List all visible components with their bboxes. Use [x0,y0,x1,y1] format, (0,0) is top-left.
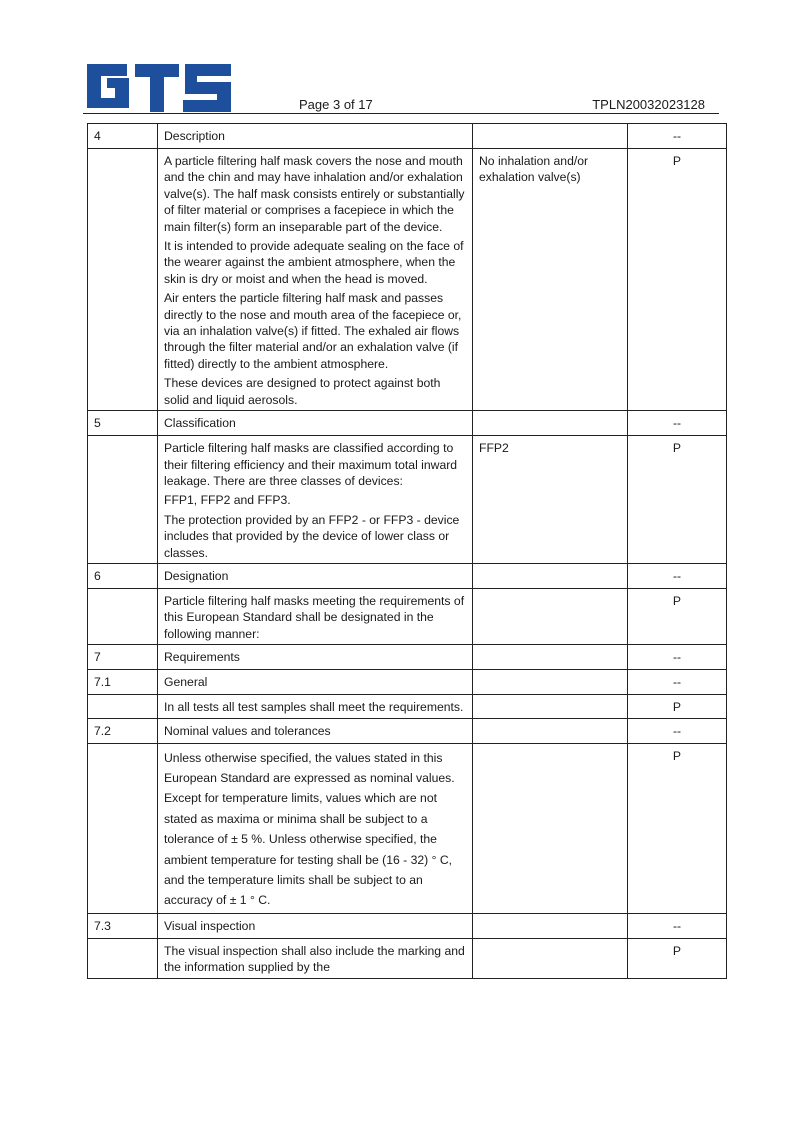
table-row [88,436,727,564]
table-row [88,695,727,718]
requirement-paragraph: Particle filtering half masks are classified according to their filtering efficiency and their maximum total inward leakage. There are three classes of devices: [164,441,458,488]
verdict: -- [628,670,727,695]
requirement-text [158,743,473,913]
result-remark: FFP2 [473,436,628,564]
requirement-paragraph: These devices are designed to protect against both solid and liquid aerosols. [164,376,441,407]
requirement-text [158,588,473,644]
requirement-paragraph: FFP1, FFP2 and FFP3. [164,493,291,508]
section-row [88,645,727,670]
result-remark [473,411,628,436]
verdict: -- [628,645,727,670]
clause-number: 7 [88,645,158,670]
result-remark [473,588,628,644]
section-title [158,563,473,588]
requirement-paragraph: It is intended to provide adequate sealing on the face of the wearer against the ambient atmosphere, when the skin is dry or moist and when the head is moved. [164,239,464,286]
clause-number: 5 [88,411,158,436]
page-header [83,56,719,114]
requirement-paragraph: Description [164,129,225,143]
requirement-paragraph: Nominal values and tolerances [164,723,331,738]
requirement-paragraph: Designation [164,568,229,583]
requirement-paragraph: A particle filtering half mask covers the nose and mouth and the chin and may have inhalation and/or exhalation valve(s). The half mask consists entirely or substantially of filter material or comprises a facepiece in which the main filter(s) form an inseparable part of the device. [164,154,465,234]
verdict: P [628,695,727,718]
document-id: TPLN20032023128 [592,97,705,112]
verdict: -- [628,124,727,149]
requirement-text [158,938,473,978]
verdict: P [628,436,727,564]
requirement-paragraph: General [164,675,208,690]
section-title [158,718,473,743]
section-row [88,124,727,149]
requirement-text [158,695,473,718]
clause-number [88,743,158,913]
result-remark [473,563,628,588]
result-remark [473,695,628,718]
requirement-text [158,436,473,564]
clause-number [88,149,158,411]
requirement-paragraph: Classification [164,416,236,431]
requirement-paragraph: Particle filtering half masks meeting the requirements of this European Standard shall be designated in the following manner: [164,593,465,641]
section-row [88,563,727,588]
page-number: Page 3 of 17 [299,97,373,112]
verdict: -- [628,718,727,743]
result-remark [473,718,628,743]
verdict: -- [628,411,727,436]
section-title [158,645,473,670]
verdict: P [628,588,727,644]
section-title [158,124,473,149]
clause-table [87,123,727,979]
requirement-text [158,149,473,411]
section-row [88,670,727,695]
requirement-paragraph: The protection provided by an FFP2 - or FFP3 - device includes that provided by the device of lower class or classes. [164,512,460,560]
requirement-paragraph: In all tests all test samples shall meet the requirements. [164,700,464,715]
table-row [88,743,727,913]
result-remark [473,913,628,938]
clause-number [88,436,158,564]
section-row [88,411,727,436]
result-remark [473,670,628,695]
verdict: -- [628,913,727,938]
requirement-paragraph: Visual inspection [164,918,256,933]
verdict: P [628,743,727,913]
section-row [88,913,727,938]
table-row [88,149,727,411]
clause-number: 6 [88,563,158,588]
section-title [158,670,473,695]
clause-number: 7.2 [88,718,158,743]
result-remark [473,645,628,670]
clause-number [88,695,158,718]
section-row [88,718,727,743]
requirement-paragraph: Air enters the particle filtering half mask and passes directly to the nose and mouth area of the facepiece or, via an inhalation valve(s) if fitted. The exhaled air flows through the filter material and/or an exhalation valve (if fitted) directly to the ambient atmosphere. [164,291,462,371]
clause-number: 7.1 [88,670,158,695]
result-remark [473,743,628,913]
gts-logo-icon [83,58,235,112]
section-title [158,913,473,938]
verdict: P [628,149,727,411]
verdict: P [628,938,727,978]
requirement-paragraph: The visual inspection shall also include the marking and the information supplied by the [164,943,465,975]
result-remark: No inhalation and/or exhalation valve(s) [473,149,628,411]
requirement-paragraph: Requirements [164,650,240,665]
table-row [88,938,727,978]
table-row [88,588,727,644]
requirement-paragraph: Unless otherwise specified, the values stated in this European Standard are expressed as nominal values. Except for temperature limits, values which are not stated as maxima or minima shall be subject to a tolerance of ± 5 %. Unless otherwise specified, the ambient temperature for testing shall be (16 - 32) ° C, and the temperature limits shall be subject to an accuracy of ± 1 ° C. [164,750,455,908]
clause-number: 4 [88,124,158,149]
clause-number: 7.3 [88,913,158,938]
verdict: -- [628,563,727,588]
section-title [158,411,473,436]
result-remark [473,124,628,149]
result-remark [473,938,628,978]
clause-number [88,588,158,644]
clause-number [88,938,158,978]
